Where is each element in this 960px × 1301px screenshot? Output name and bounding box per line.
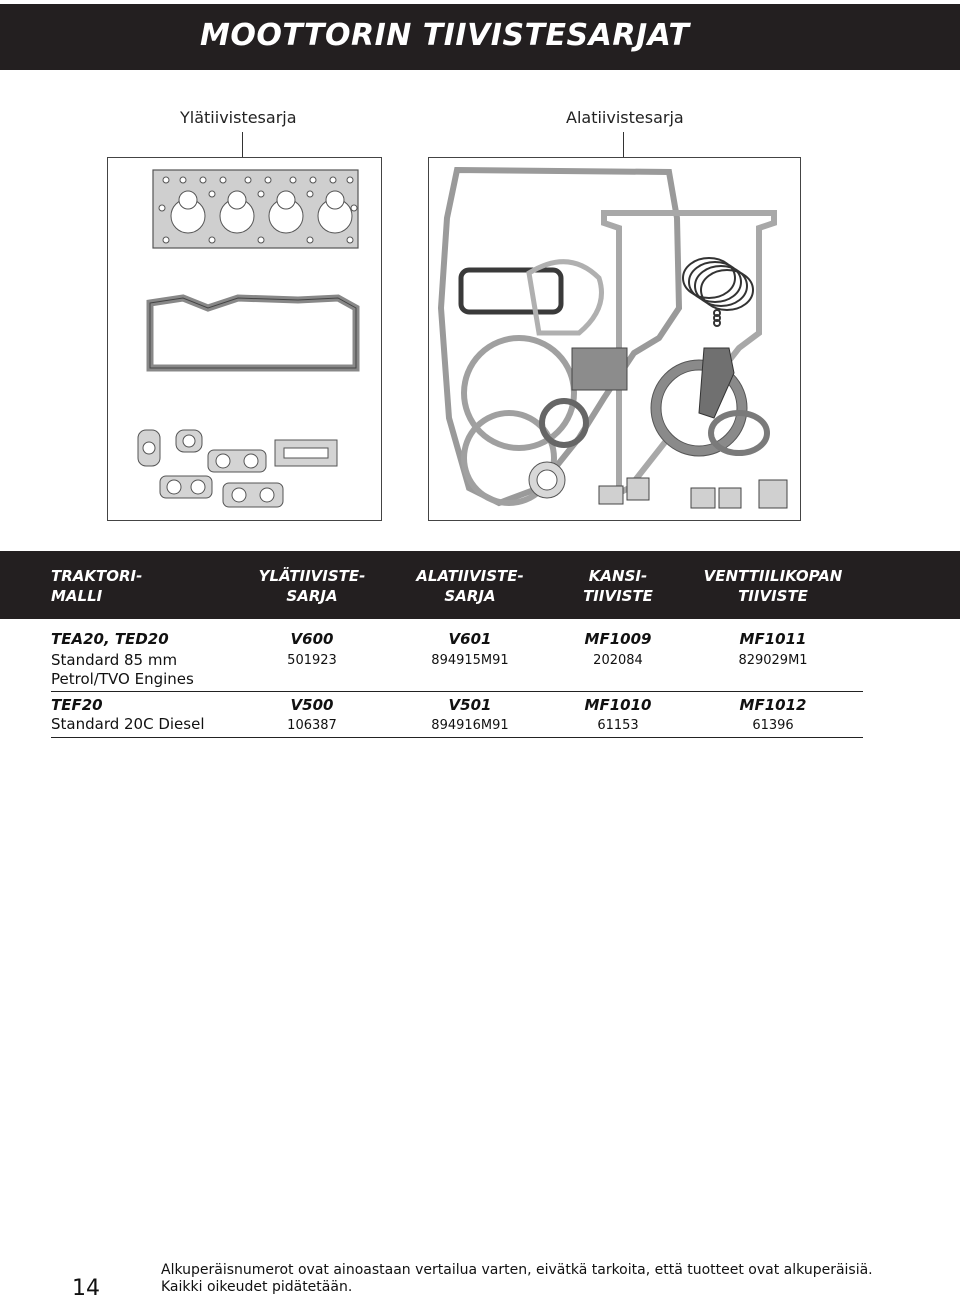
footer-note-line1: Alkuperäisnumerot ovat ainoastaan vertailua varten, eivätkä tarkoita, että tuotteet ovat alkuperäisiä. — [161, 1262, 873, 1278]
row2-head-part: 61153 — [597, 718, 639, 733]
row1-upper-part: 501923 — [287, 653, 337, 668]
row2-model: TEF20 — [51, 696, 103, 714]
header-stripe — [0, 0, 960, 4]
lower-gasket-illustration — [428, 157, 801, 521]
upper-gasket-illustration — [107, 157, 382, 521]
col-header-model-line1: TRAKTORI- — [51, 567, 143, 585]
row1-valve-part: 829029M1 — [738, 653, 808, 668]
upper-gasket-drawing — [108, 158, 381, 520]
col-header-model — [51, 566, 142, 606]
row2-upper-code: V500 — [290, 696, 334, 714]
col-header-lower-line2: SARJA — [444, 587, 496, 605]
row2-lower-code: V501 — [448, 696, 492, 714]
row1-model-desc1: Standard 85 mm — [51, 651, 178, 669]
row1-upper-code: V600 — [290, 630, 334, 648]
caption-upper-set: Ylätiivistesarja — [180, 108, 297, 127]
row2-lower-part: 894916M91 — [431, 718, 509, 733]
col-header-lower-line1: ALATIIVISTE- — [416, 567, 524, 585]
row-divider — [51, 691, 863, 692]
table-bottom-rule — [51, 737, 863, 738]
row1-lower-code: V601 — [448, 630, 492, 648]
col-header-head-gasket — [538, 566, 698, 606]
lower-gasket-drawing — [429, 158, 800, 520]
footer-note — [161, 1262, 873, 1296]
row2-upper-part: 106387 — [287, 718, 337, 733]
col-header-head-line2: TIIVISTE — [583, 587, 653, 605]
row1-model-desc2: Petrol/TVO Engines — [51, 670, 194, 688]
col-header-model-line2: MALLI — [51, 587, 103, 605]
row1-lower-part: 894915M91 — [431, 653, 509, 668]
col-header-valve-line1: VENTTIILIKOPAN — [703, 567, 843, 585]
col-header-upper-line2: SARJA — [286, 587, 338, 605]
row2-valve-code: MF1012 — [739, 696, 807, 714]
row2-model-desc1: Standard 20C Diesel — [51, 715, 205, 733]
col-header-lower-set — [390, 566, 550, 606]
col-header-valve-line2: TIIVISTE — [738, 587, 808, 605]
row1-model: TEA20, TED20 — [51, 630, 169, 648]
col-header-upper-line1: YLÄTIIVISTE- — [258, 567, 366, 585]
row2-head-code: MF1010 — [584, 696, 652, 714]
row1-valve-code: MF1011 — [739, 630, 807, 648]
col-header-upper-set — [232, 566, 392, 606]
caption-leader-lower — [623, 132, 624, 158]
page-number: 14 — [72, 1276, 100, 1301]
footer-note-line2: Kaikki oikeudet pidätetään. — [161, 1279, 353, 1295]
col-header-head-line1: KANSI- — [588, 567, 648, 585]
col-header-valve-cover — [680, 566, 866, 606]
row1-head-part: 202084 — [593, 653, 643, 668]
caption-lower-set: Alatiivistesarja — [566, 108, 684, 127]
row1-head-code: MF1009 — [584, 630, 652, 648]
row2-valve-part: 61396 — [752, 718, 794, 733]
caption-leader-upper — [242, 132, 243, 158]
page-title: MOOTTORIN TIIVISTESARJAT — [200, 18, 690, 53]
